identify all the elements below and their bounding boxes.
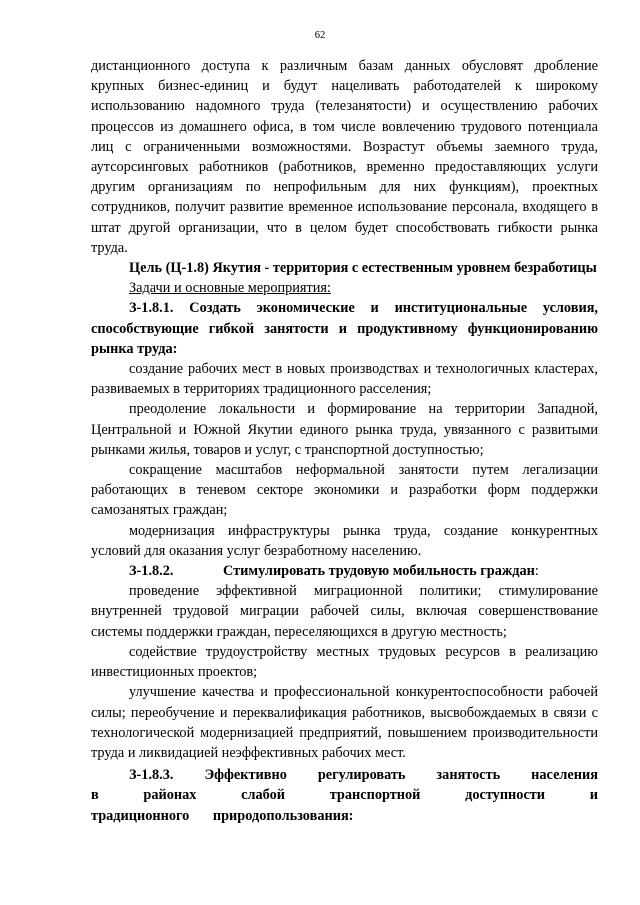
task-2-item: проведение эффективной миграционной политики; стимулирование внутренней трудовой миграции рабочей силы, включая совершенствование системы поддержки граждан, переселяющихся в другую местность; <box>91 583 598 640</box>
document-body <box>91 56 598 826</box>
task-3-title: Эффективно регулировать занятость населения в районах слабой транспортной доступности и традиционного природопользования: <box>91 767 598 824</box>
intro-paragraph: дистанционного доступа к различным базам данных обусловят дробление крупных бизнес-единиц и будут нацеливать работодателей к широкому использованию надомного труда (телезанятости) и осуществлению рабочих процессов из домашнего офиса, в том числе вовлечению трудового потенциала лиц с ограниченными возможностями. Возрастут объемы заемного труда, аутсорсинговых работников (работников, временно предоставляющих услуги другим организациям по непрофильным для них функциям), проектных сотрудников, получит развитие временное использование персонала, входящего в штат другой организации, что в целом будет способствовать гибкости рынка труда. <box>91 58 598 256</box>
task-2-title: Стимулировать трудовую мобильность граждан <box>223 563 535 580</box>
task-2-number: З-1.8.2. <box>129 563 174 580</box>
task-2-item: улучшение качества и профессиональной конкурентоспособности рабочей силы; переобучение и переквалификация работников, высвобождаемых в связи с технологической модернизацией предприятий, повышением производительности труда и ликвидацией неэффективных рабочих мест. <box>91 684 598 761</box>
page-number: 62 <box>314 30 326 41</box>
task-2-heading <box>91 561 598 581</box>
tasks-heading <box>91 278 598 298</box>
task-2-item: содействие трудоустройству местных трудовых ресурсов в реализацию инвестиционных проектов; <box>91 643 598 681</box>
task-2-colon: : <box>534 563 539 580</box>
task-1-item: преодоление локальности и формирование на территории Западной, Центральной и Южной Якутии единого рынка труда, увязанного с развитыми рынками жилья, товаров и услуг, с транспортной доступностью; <box>91 401 598 458</box>
task-1-item: модернизация инфраструктуры рынка труда, создание конкурентных условий для оказания услуг безработному населению. <box>91 522 598 559</box>
task-1-item: создание рабочих мест в новых производствах и технологичных кластерах, развиваемых в территориях традиционного расселения; <box>91 361 598 398</box>
task-3-number: З-1.8.3. <box>129 767 174 784</box>
task-1-item: сокращение масштабов неформальной занятости путем легализации работающих в теневом секторе экономики и разработки форм поддержки самозанятых граждан; <box>91 462 598 519</box>
goal-heading: Цель (Ц-1.8) Якутия - территория с естественным уровнем безработицы <box>129 260 597 277</box>
tasks-heading-text: Задачи и основные мероприятия: <box>129 280 331 297</box>
task-3-heading <box>91 765 598 826</box>
task-1-heading: З-1.8.1. Создать экономические и институциональные условия, способствующие гибкой занятости и продуктивному функционированию рынка труда: <box>91 300 598 357</box>
